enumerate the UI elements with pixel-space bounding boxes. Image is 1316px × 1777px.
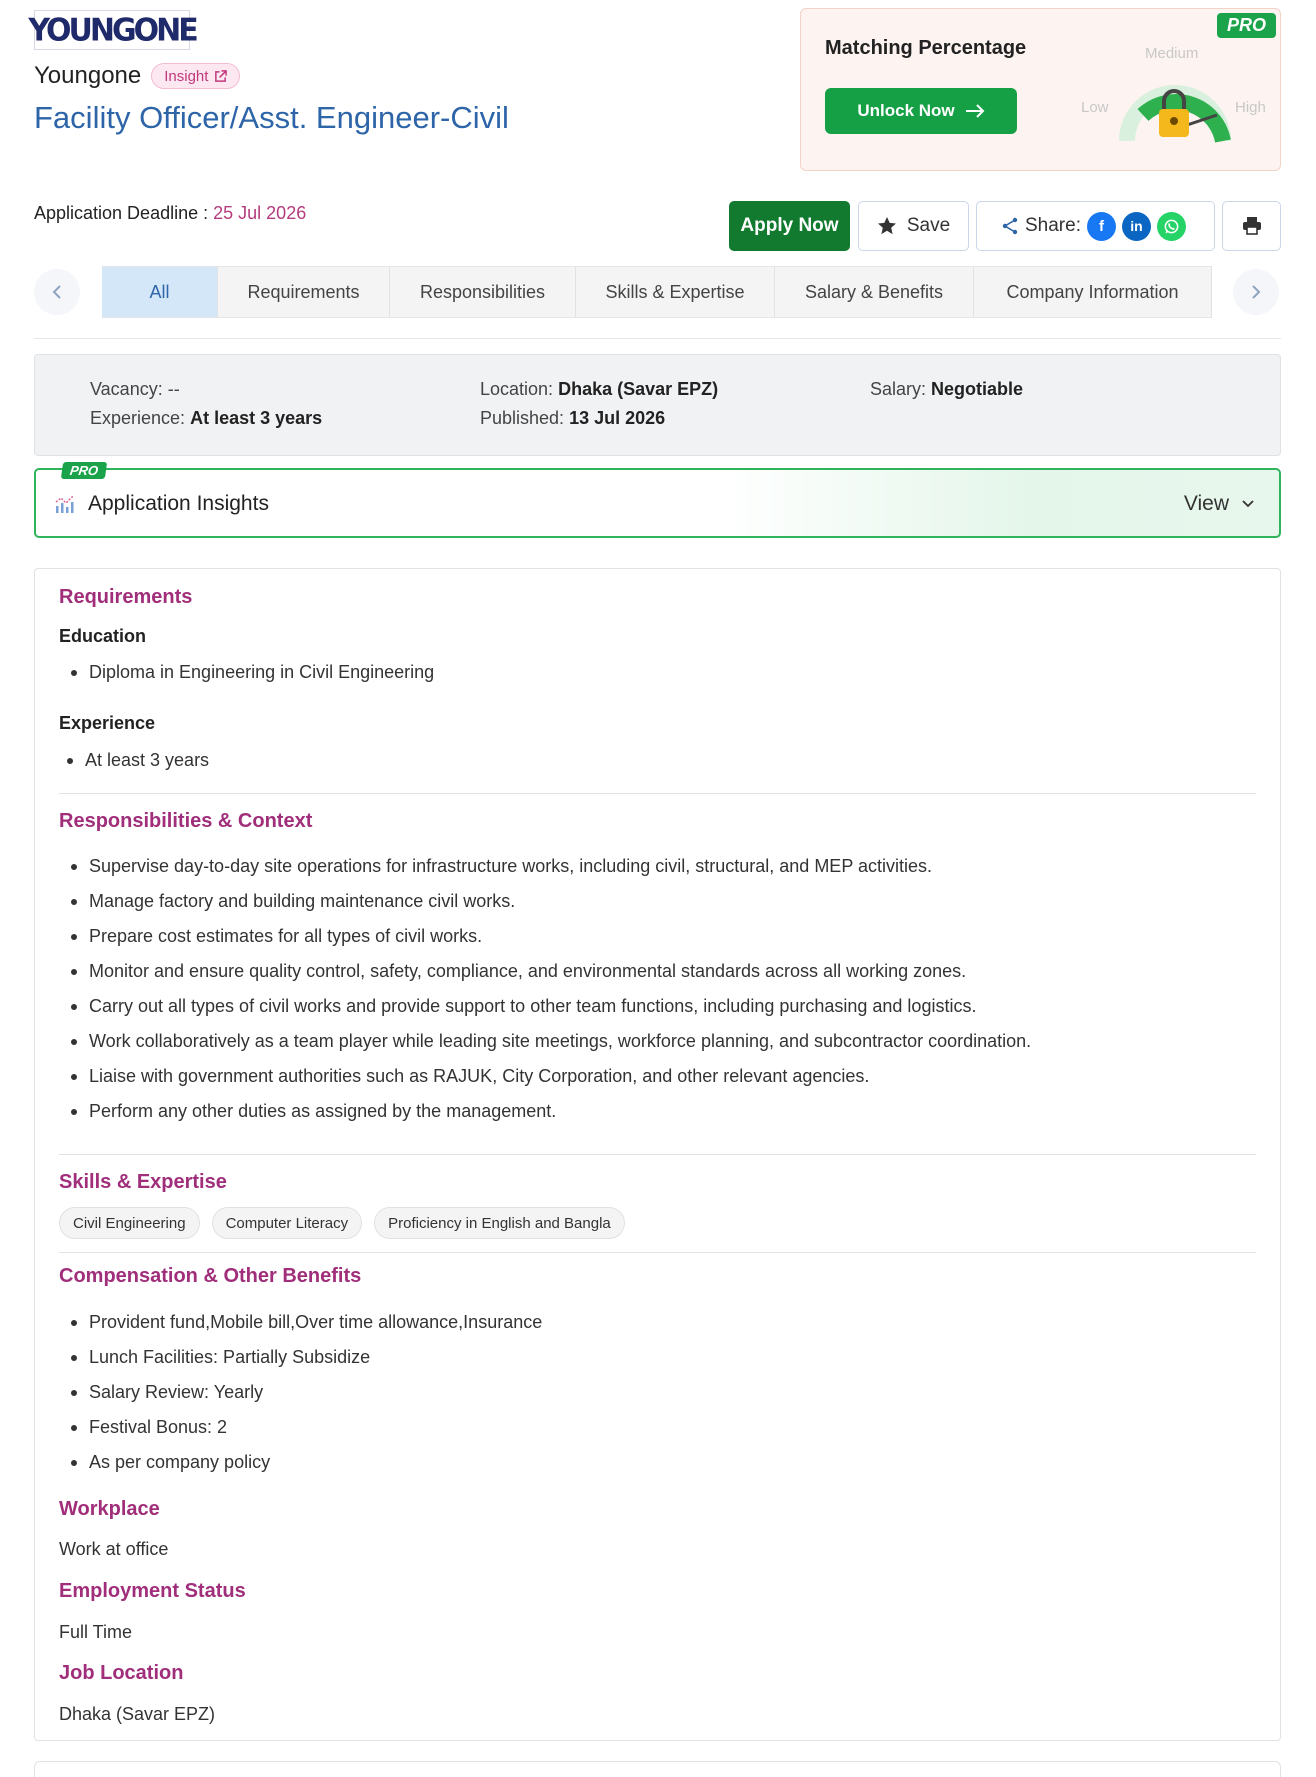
list-item: Salary Review: Yearly	[59, 1375, 542, 1410]
unlock-label: Unlock Now	[857, 101, 955, 120]
company-name: Youngone	[34, 62, 142, 89]
summary-vacancy	[90, 379, 180, 400]
skills-chips	[59, 1207, 625, 1239]
whatsapp-icon[interactable]	[1157, 212, 1186, 241]
section-tabs	[102, 266, 1212, 318]
responsibilities-title: Responsibilities & Context	[59, 810, 313, 832]
skills-title: Skills & Expertise	[59, 1171, 227, 1193]
job-details	[34, 568, 1281, 1741]
list-item: Lunch Facilities: Partially Subsidize	[59, 1340, 542, 1375]
print-button[interactable]	[1222, 201, 1281, 251]
skill-chip: Proficiency in English and Bangla	[374, 1207, 625, 1239]
application-deadline	[34, 203, 306, 224]
external-link-icon	[214, 70, 227, 83]
section-divider	[59, 793, 1256, 794]
vacancy-value: --	[167, 379, 180, 399]
salary-value: Negotiable	[931, 379, 1024, 399]
chevron-right-icon	[1251, 284, 1261, 300]
next-section-card	[34, 1761, 1281, 1777]
education-list	[59, 655, 434, 690]
list-item: Monitor and ensure quality control, safety, compliance, and environmental standards across all working zones.	[59, 954, 1031, 989]
insights-pro-badge: PRO	[61, 462, 108, 479]
vacancy-label: Vacancy:	[90, 379, 163, 399]
section-divider	[59, 1154, 1256, 1155]
compensation-title: Compensation & Other Benefits	[59, 1265, 362, 1287]
salary-label: Salary:	[870, 379, 927, 399]
matching-percentage-card	[800, 8, 1281, 171]
deadline-date: 25 Jul 2026	[213, 203, 307, 223]
workplace-value: Work at office	[59, 1539, 169, 1559]
save-label: Save	[906, 215, 951, 236]
skill-chip: Civil Engineering	[59, 1207, 200, 1239]
list-item: Festival Bonus: 2	[59, 1410, 542, 1445]
location-value: Dhaka (Savar EPZ)	[558, 379, 719, 399]
experience-list	[55, 743, 209, 778]
list-item: Work collaboratively as a team player while leading site meetings, workforce planning, and subcontractor coordination.	[59, 1024, 1031, 1059]
summary-published	[480, 408, 665, 429]
list-item: Perform any other duties as assigned by the management.	[59, 1094, 1031, 1129]
experience-title: Experience	[59, 713, 156, 733]
view-label: View	[1183, 492, 1229, 515]
tab-salary-benefits[interactable]: Salary & Benefits	[775, 266, 974, 318]
job-title: Facility Officer/Asst. Engineer-Civil	[34, 100, 509, 135]
insight-link[interactable]	[151, 63, 240, 89]
analytics-icon	[54, 494, 76, 514]
experience-value: At least 3 years	[190, 408, 323, 428]
star-icon	[877, 216, 897, 236]
location-label: Location:	[480, 379, 554, 399]
list-item: Provident fund,Mobile bill,Over time allowance,Insurance	[59, 1305, 542, 1340]
workplace-title: Workplace	[59, 1498, 160, 1520]
education-title: Education	[59, 626, 147, 646]
tab-company-information[interactable]: Company Information	[974, 266, 1212, 318]
chevron-left-icon	[52, 284, 62, 300]
experience-label: Experience:	[90, 408, 186, 428]
tab-responsibilities[interactable]: Responsibilities	[390, 266, 576, 318]
gauge-low-label: Low	[1081, 99, 1109, 116]
employment-status-title: Employment Status	[59, 1580, 246, 1602]
requirements-title: Requirements	[59, 586, 193, 608]
compensation-list	[59, 1305, 542, 1480]
list-item: Carry out all types of civil works and provide support to other team functions, including purchasing and logistics.	[59, 989, 1031, 1024]
share-label: Share:	[1025, 215, 1081, 236]
share-icon	[1001, 217, 1019, 235]
matching-gauge	[1049, 33, 1279, 153]
share-bar	[976, 201, 1215, 251]
list-item: As per company policy	[59, 1445, 542, 1480]
gauge-high-label: High	[1235, 99, 1266, 116]
list-item: Manage factory and building maintenance civil works.	[59, 884, 1031, 919]
facebook-icon[interactable]: f	[1087, 212, 1116, 241]
summary-location	[480, 379, 718, 400]
matching-title: Matching Percentage	[825, 37, 1027, 59]
published-value: 13 Jul 2026	[569, 408, 666, 428]
linkedin-icon[interactable]: in	[1122, 212, 1151, 241]
insights-view-toggle[interactable]	[1184, 492, 1255, 516]
responsibilities-list	[59, 849, 1031, 1129]
gauge-icon	[1115, 67, 1235, 147]
gauge-medium-label: Medium	[1145, 45, 1199, 62]
printer-icon	[1241, 216, 1263, 236]
employment-status-value: Full Time	[59, 1622, 133, 1642]
insight-label: Insight	[164, 67, 209, 85]
chevron-down-icon	[1241, 499, 1255, 509]
tabs-prev-button[interactable]	[34, 269, 80, 315]
company-logo	[28, 10, 196, 50]
summary-salary	[870, 379, 1023, 400]
summary-experience	[90, 408, 322, 429]
section-divider	[59, 1252, 1256, 1253]
deadline-label: Application Deadline :	[34, 203, 209, 223]
job-location-value: Dhaka (Savar EPZ)	[59, 1704, 216, 1724]
save-button[interactable]	[858, 201, 969, 251]
list-item: Prepare cost estimates for all types of civil works.	[59, 919, 1031, 954]
company-row	[34, 62, 240, 90]
arrow-right-icon	[965, 104, 985, 118]
tab-requirements[interactable]: Requirements	[218, 266, 390, 318]
list-item: Diploma in Engineering in Civil Engineering	[59, 655, 434, 690]
insights-title: Application Insights	[88, 492, 269, 515]
list-item: Supervise day-to-day site operations for infrastructure works, including civil, structural, and MEP activities.	[59, 849, 1031, 884]
list-item: Liaise with government authorities such as RAJUK, City Corporation, and other relevant agencies.	[59, 1059, 1031, 1094]
logo-text: YOUNGONE	[28, 11, 196, 49]
tabs-divider	[34, 338, 1281, 339]
job-summary	[34, 354, 1281, 456]
unlock-now-button[interactable]	[825, 88, 1017, 134]
pro-badge: PRO	[1217, 13, 1276, 38]
tabs-next-button[interactable]	[1233, 269, 1279, 315]
list-item: At least 3 years	[55, 743, 209, 778]
application-insights-bar[interactable]	[34, 463, 1281, 538]
tab-all[interactable]: All	[102, 266, 218, 318]
tab-skills-expertise[interactable]: Skills & Expertise	[576, 266, 775, 318]
apply-now-button[interactable]: Apply Now	[729, 201, 850, 251]
job-location-title: Job Location	[59, 1662, 184, 1684]
skill-chip: Computer Literacy	[212, 1207, 363, 1239]
published-label: Published:	[480, 408, 565, 428]
